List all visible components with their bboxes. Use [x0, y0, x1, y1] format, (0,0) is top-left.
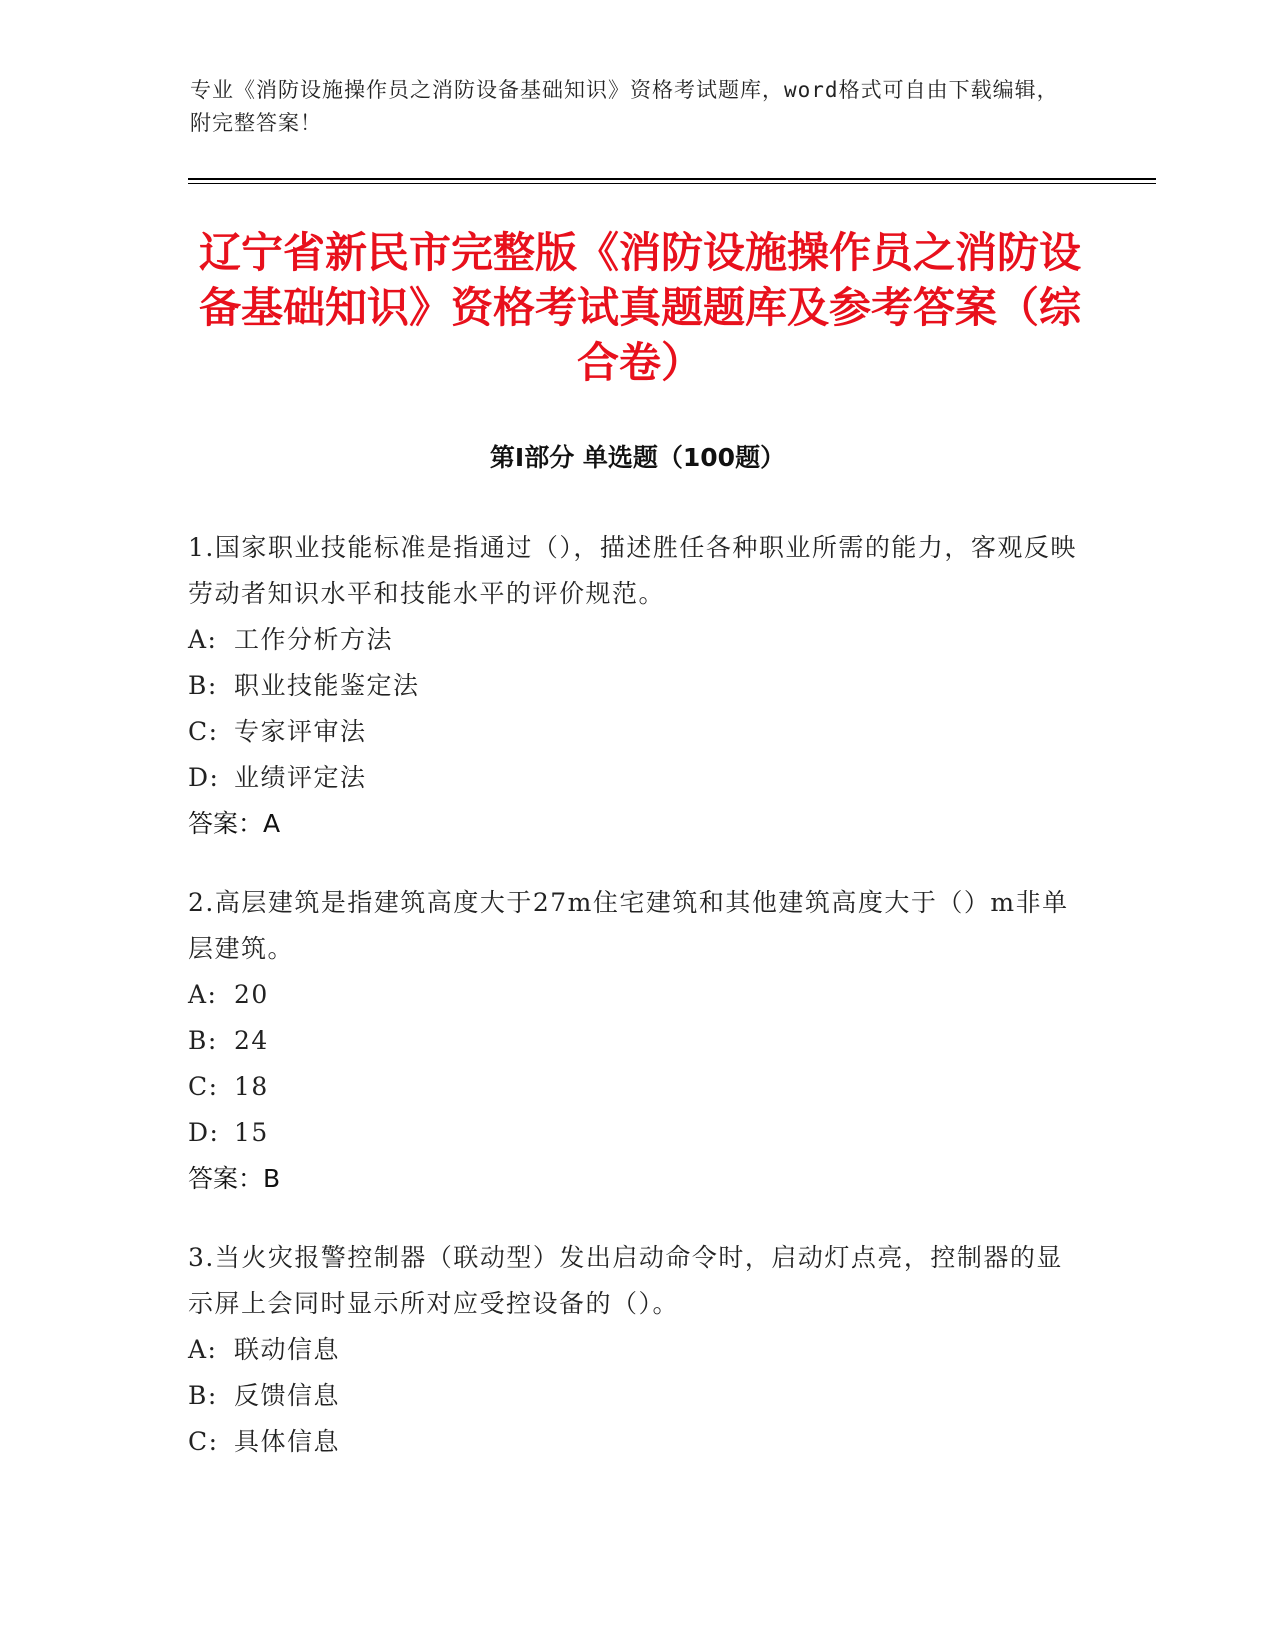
option-letter: B: [188, 1026, 218, 1055]
question-2 [188, 880, 1088, 1202]
option-letter: C: [188, 1072, 219, 1101]
option-text: 联动信息 [234, 1335, 341, 1364]
option-a [188, 972, 1088, 1018]
option-text: 反馈信息 [234, 1381, 341, 1410]
question-stem: 1.国家职业技能标准是指通过（），描述胜任各种职业所需的能力，客观反映劳动者知识水平和技能水平的评价规范。 [188, 533, 1077, 608]
option-text: 15 [234, 1118, 269, 1147]
option-text: 20 [234, 980, 269, 1009]
answer-line: 答案：A [188, 809, 281, 838]
question-1 [188, 525, 1088, 847]
question-list [188, 525, 1088, 1498]
option-text: 专家评审法 [234, 717, 367, 746]
header-rule-top [188, 178, 1156, 180]
option-letter: C: [188, 717, 219, 746]
option-letter: A: [188, 625, 218, 654]
option-letter: D: [188, 763, 220, 792]
answer-line: 答案：B [188, 1164, 281, 1193]
header-note: 专业《消防设施操作员之消防设备基础知识》资格考试题库，word格式可自由下载编辑，附完整答案！ [190, 78, 1059, 135]
option-c [188, 1419, 1088, 1465]
option-letter: A: [188, 980, 218, 1009]
option-b [188, 1018, 1088, 1064]
document-title: 辽宁省新民市完整版《消防设施操作员之消防设备基础知识》资格考试真题题库及参考答案（综合卷） [198, 228, 1081, 387]
option-c [188, 1064, 1088, 1110]
option-text: 18 [234, 1072, 269, 1101]
option-b [188, 1373, 1088, 1419]
section-heading: 第Ⅰ部分 单选题（100题） [489, 443, 786, 472]
option-text: 职业技能鉴定法 [234, 671, 420, 700]
option-text: 工作分析方法 [234, 625, 394, 654]
option-d [188, 755, 1088, 801]
option-letter: D: [188, 1118, 220, 1147]
option-d [188, 1110, 1088, 1156]
option-letter: B: [188, 671, 218, 700]
header-rule-bottom [188, 183, 1156, 184]
question-stem: 3.当火灾报警控制器（联动型）发出启动命令时，启动灯点亮，控制器的显示屏上会同时显示所对应受控设备的（）。 [188, 1243, 1063, 1318]
option-a [188, 617, 1088, 663]
question-stem: 2.高层建筑是指建筑高度大于27m住宅建筑和其他建筑高度大于（）m非单层建筑。 [188, 888, 1069, 963]
question-3 [188, 1235, 1088, 1465]
option-letter: C: [188, 1427, 219, 1456]
option-b [188, 663, 1088, 709]
option-text: 业绩评定法 [234, 763, 367, 792]
option-c [188, 709, 1088, 755]
option-text: 具体信息 [234, 1427, 341, 1456]
option-a [188, 1327, 1088, 1373]
option-text: 24 [234, 1026, 269, 1055]
option-letter: B: [188, 1381, 218, 1410]
option-letter: A: [188, 1335, 218, 1364]
